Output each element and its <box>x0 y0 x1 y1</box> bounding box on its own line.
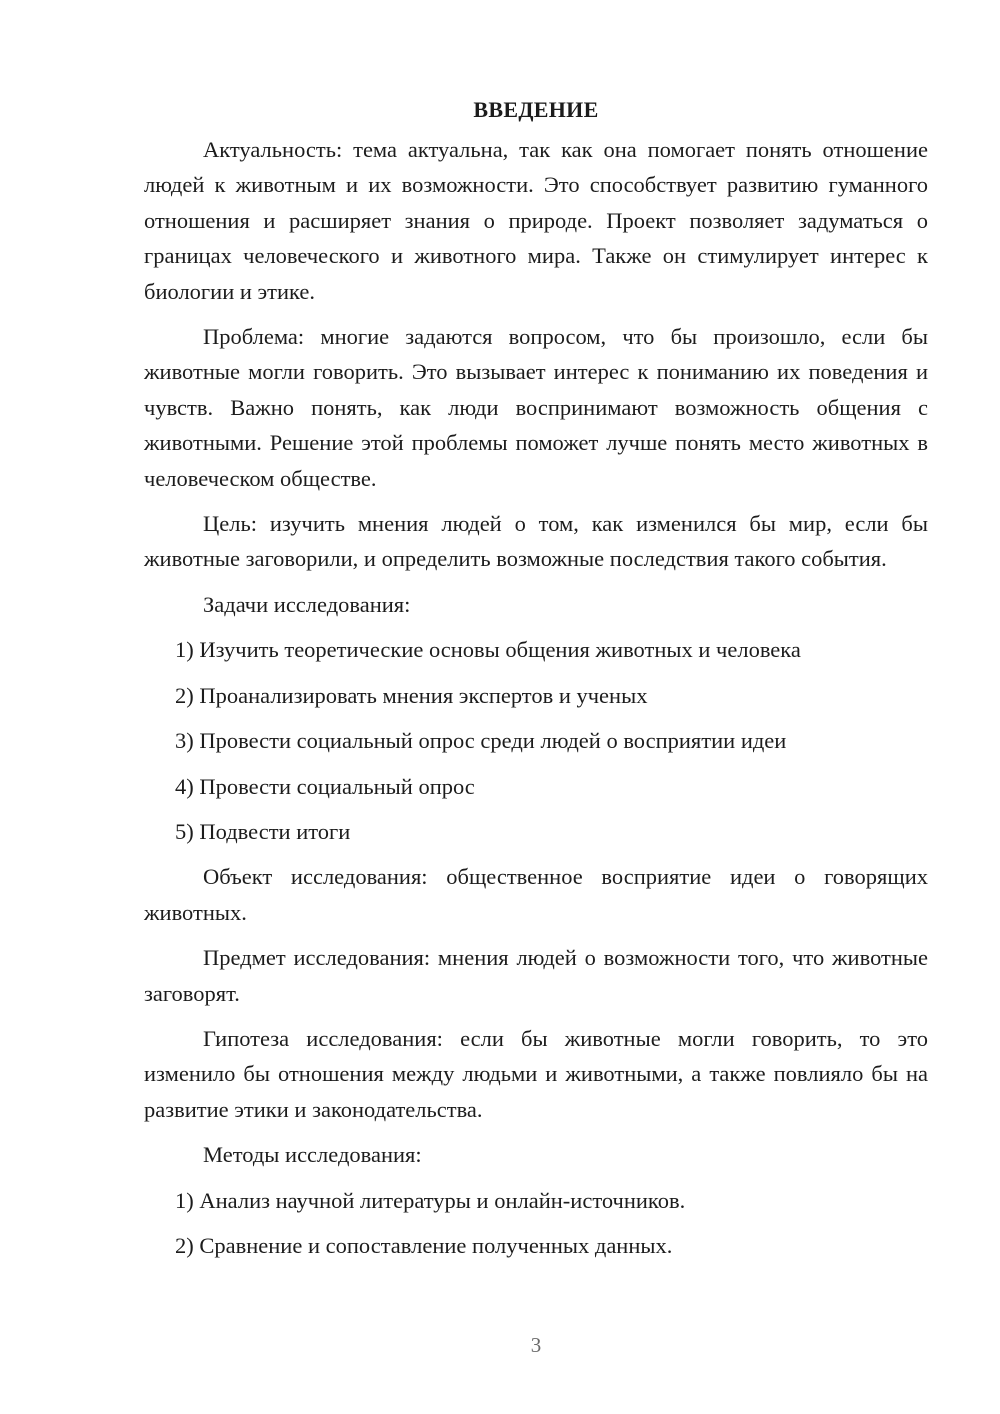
task-item: 3) Провести социальный опрос среди людей о восприятии идеи <box>175 728 787 754</box>
paragraph-problem: Проблема: многие задаются вопросом, что бы произошло, если бы животные могли говорить. Это вызывает интерес к пониманию их поведения и чувств. Важно понять, как люди воспринимают возможность общения с животными. Решение этой проблемы поможет лучше понять место животных в человеческом обществе. <box>144 324 928 491</box>
document-page <box>144 92 928 1273</box>
tasks-heading: Задачи исследования: <box>203 591 411 617</box>
task-item: 5) Подвести итоги <box>175 818 351 844</box>
paragraph-goal: Цель: изучить мнения людей о том, как изменился бы мир, если бы животные заговорили, и определить возможные последствия такого события. <box>144 511 928 572</box>
paragraph-hypothesis: Гипотеза исследования: если бы животные могли говорить, то это изменило бы отношения между людьми и животными, а также повлияло бы на развитие этики и законодательства. <box>144 1025 928 1122</box>
method-item: 1) Анализ научной литературы и онлайн-источников. <box>175 1187 686 1213</box>
methods-heading: Методы исследования: <box>203 1142 422 1168</box>
page-title: ВВЕДЕНИЕ <box>473 97 599 122</box>
method-item: 2) Сравнение и сопоставление полученных данных. <box>175 1232 673 1258</box>
paragraph-relevance: Актуальность: тема актуальна, так как она помогает понять отношение людей к животным и их возможности. Это способствует развитию гуманного отношения и расширяет знания о природе. Проект позволяет задуматься о границах человеческого и животного мира. Также он стимулирует интерес к биологии и этике. <box>144 137 928 304</box>
task-item: 1) Изучить теоретические основы общения животных и человека <box>175 637 801 663</box>
paragraph-object: Объект исследования: общественное восприятие идеи о говорящих животных. <box>144 864 928 925</box>
paragraph-subject: Предмет исследования: мнения людей о возможности того, что животные заговорят. <box>144 945 928 1006</box>
task-item: 2) Проанализировать мнения экспертов и ученых <box>175 682 648 708</box>
task-item: 4) Провести социальный опрос <box>175 773 475 799</box>
page-number: 3 <box>530 1333 542 1357</box>
